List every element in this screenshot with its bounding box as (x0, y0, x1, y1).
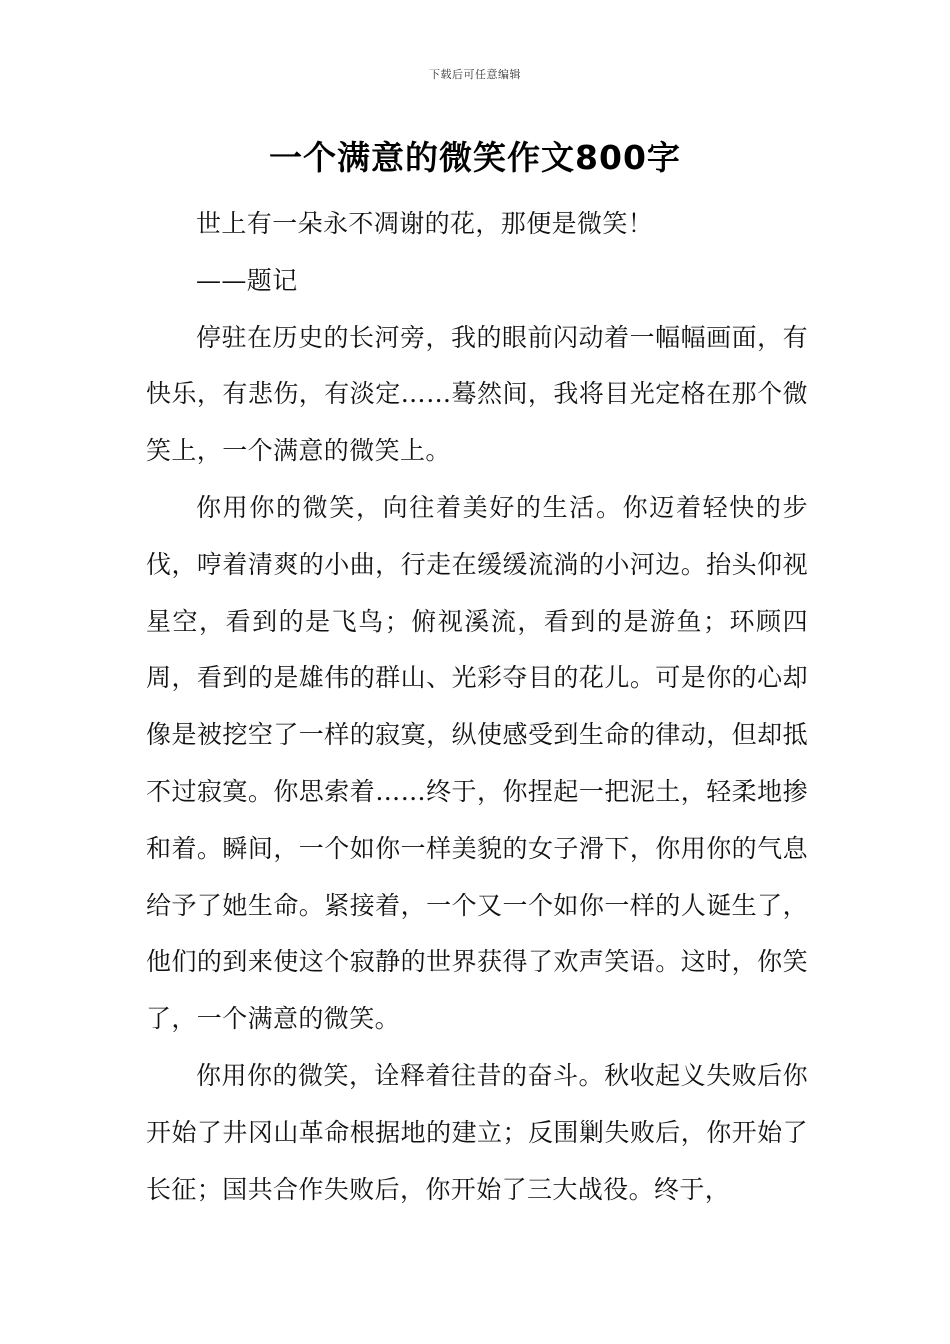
paragraph: 停驻在历史的长河旁，我的眼前闪动着一幅幅画面，有快乐，有悲伤，有淡定……蓦然间，我将目光定格在那个微笑上，一个满意的微笑上。 (146, 322, 808, 466)
paragraph-epigraph-source: ——题记 (196, 265, 298, 295)
document-body (146, 196, 808, 1218)
paragraph: 你用你的微笑，诠释着往昔的奋斗。秋收起义失败后你开始了井冈山革命根据地的建立；反围剿失败后，你开始了长征；国共合作失败后，你开始了三大战役。终于， (146, 1060, 808, 1204)
header-note: 下载后可任意编辑 (429, 68, 521, 81)
paragraph: 你用你的微笑，向往着美好的生活。你迈着轻快的步伐，哼着清爽的小曲，行走在缓缓流淌的小河边。抬头仰视星空，看到的是飞鸟；俯视溪流，看到的是游鱼；环顾四周，看到的是雄伟的群山、光彩夺目的花儿。可是你的心却像是被挖空了一样的寂寞，纵使感受到生命的律动，但却抵不过寂寞。你思索着……终于，你捏起一把泥土，轻柔地掺和着。瞬间，一个如你一样美貌的女子滑下，你用你的气息给予了她生命。紧接着，一个又一个如你一样的人诞生了，他们的到来使这个寂静的世界获得了欢声笑语。这时，你笑了，一个满意的微笑。 (146, 492, 808, 1034)
document-title: 一个满意的微笑作文800字 (269, 138, 681, 177)
paragraph-epigraph: 世上有一朵永不凋谢的花，那便是微笑！ (196, 209, 654, 238)
